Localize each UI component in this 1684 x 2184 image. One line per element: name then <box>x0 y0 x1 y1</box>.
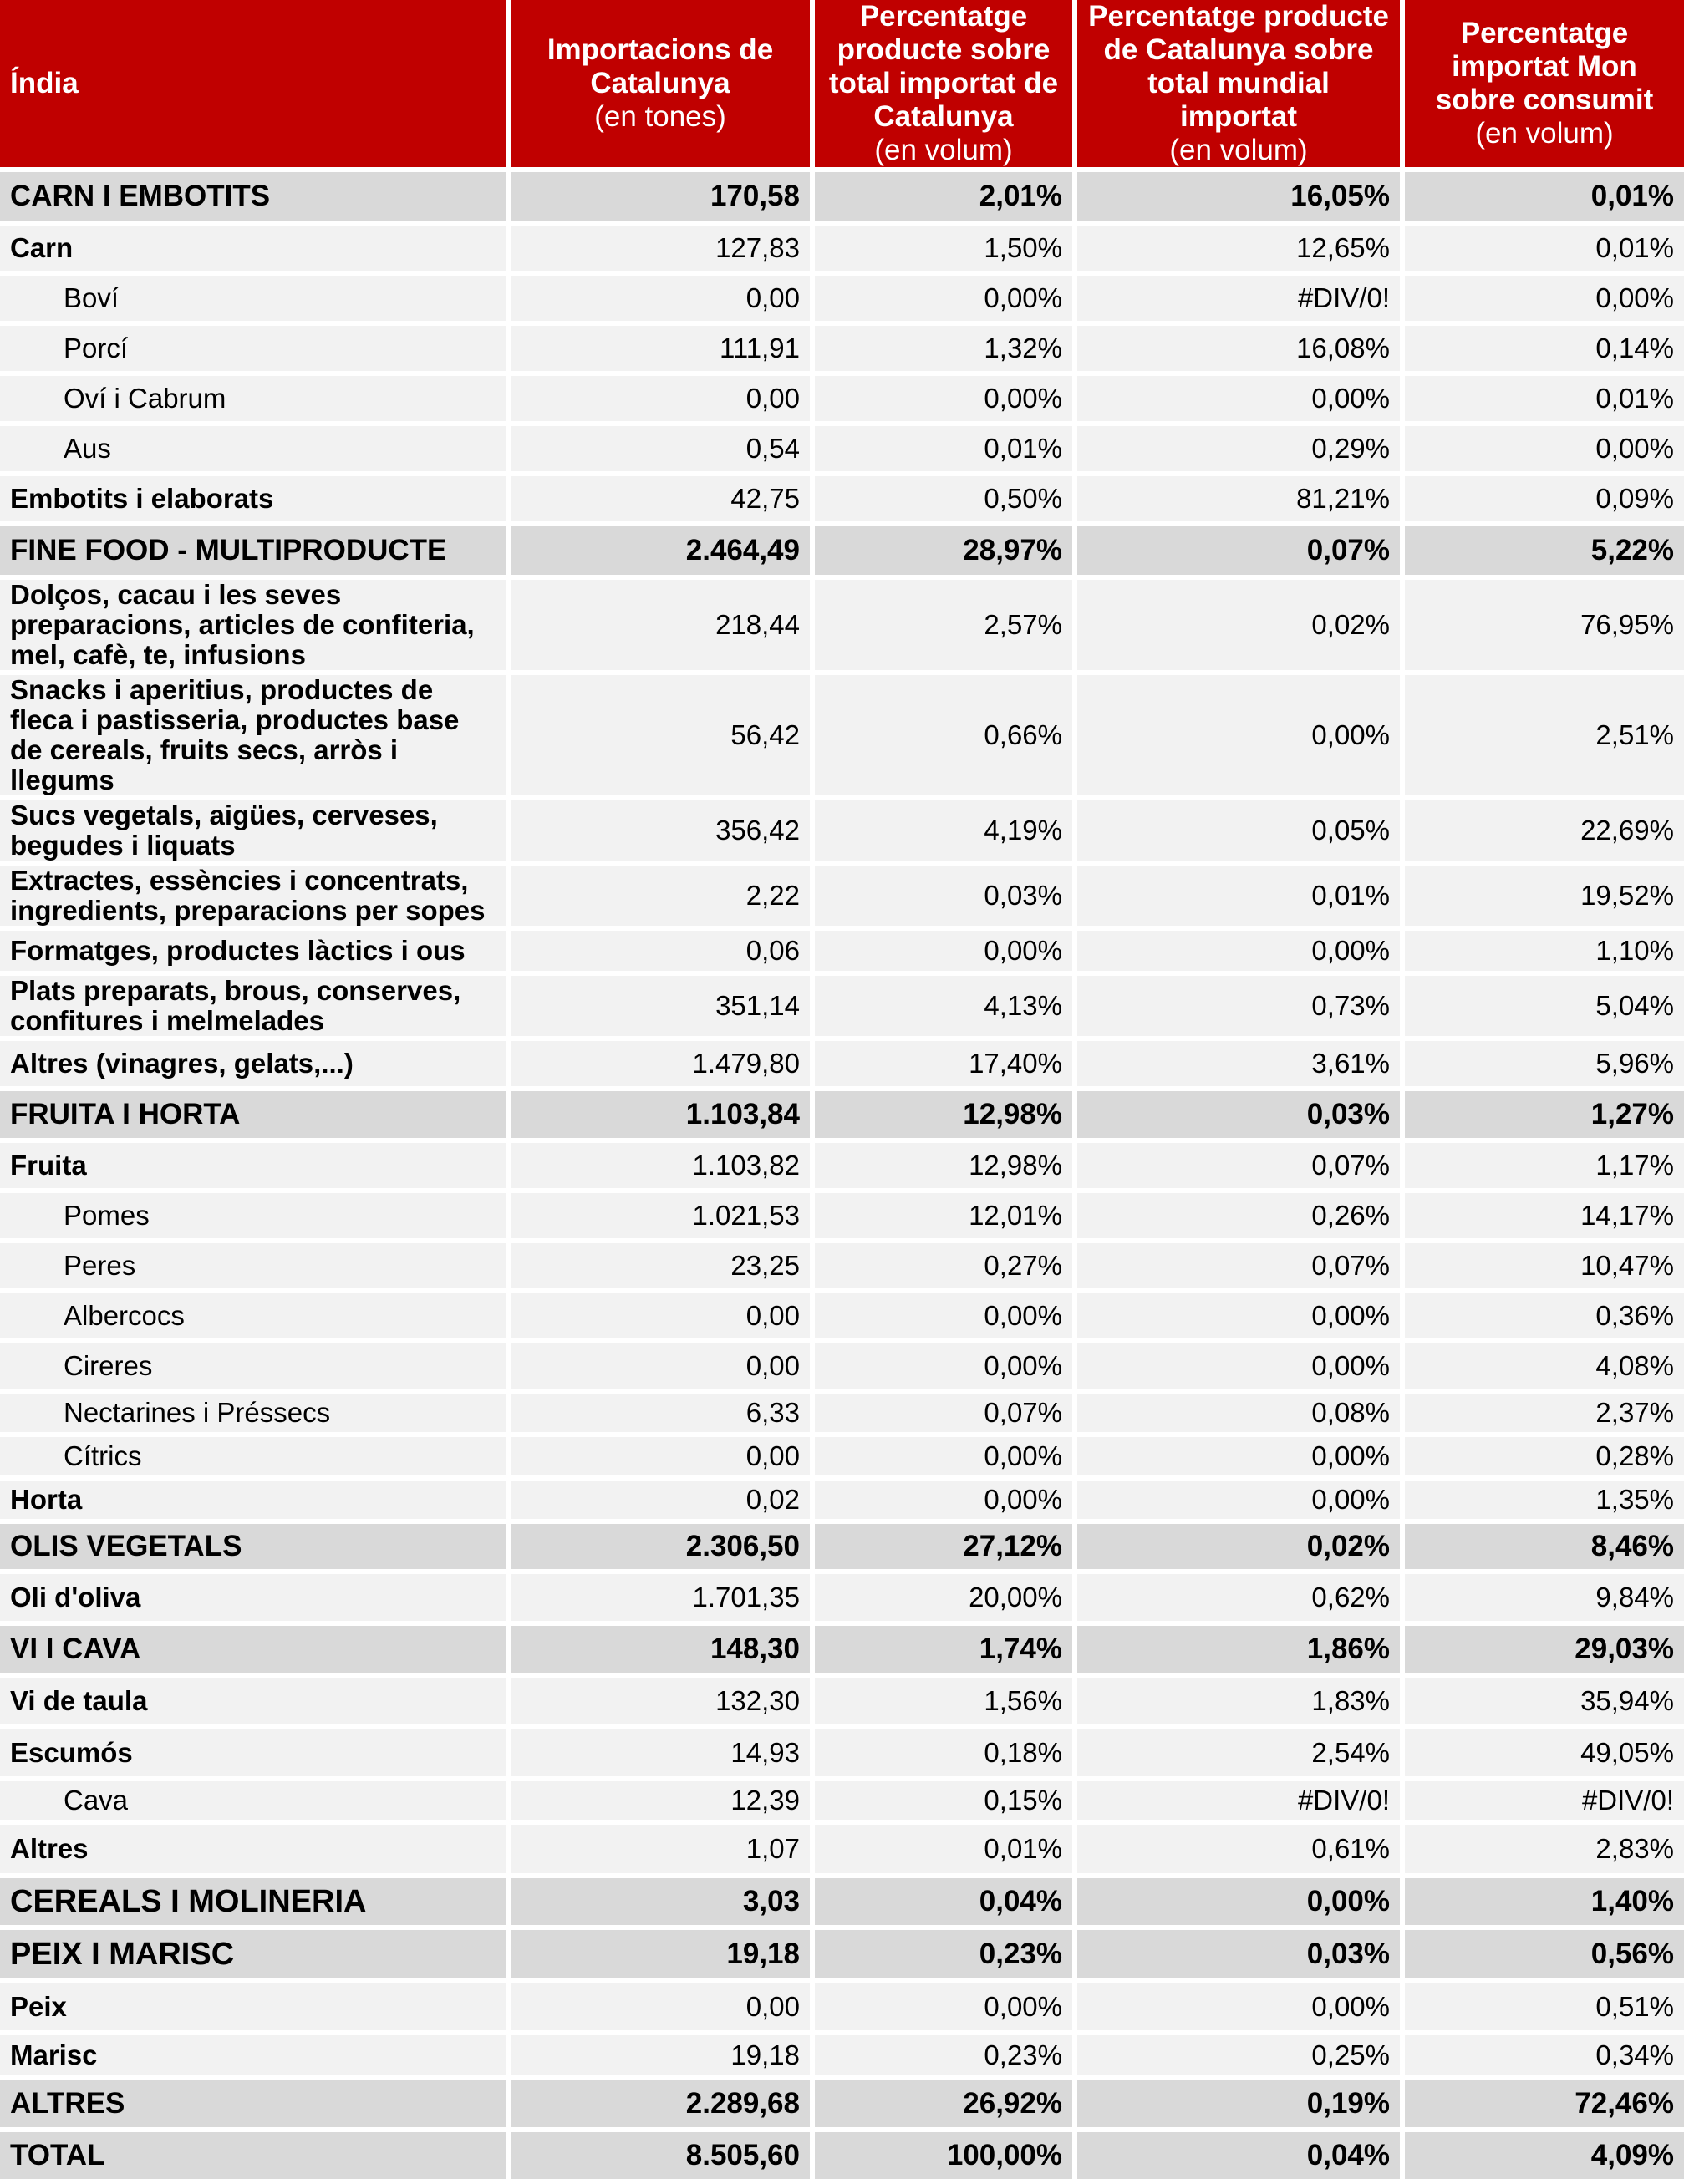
row-pct-world: 0,29% <box>1077 426 1400 471</box>
row-imports: 1.103,84 <box>511 1091 810 1138</box>
row-pct-world: 16,08% <box>1077 326 1400 371</box>
row-imports: 0,06 <box>511 931 810 971</box>
table-row <box>0 1481 1684 1519</box>
row-name: Extractes, essències i concentrats, ingredients, preparacions per sopes <box>0 866 506 926</box>
row-pct-consumed: 49,05% <box>1405 1729 1684 1776</box>
row-name: Embotits i elaborats <box>0 476 506 521</box>
row-pct-consumed: 0,36% <box>1405 1293 1684 1338</box>
row-pct-total: 1,32% <box>815 326 1072 371</box>
row-pct-total: 0,15% <box>815 1781 1072 1820</box>
row-imports: 356,42 <box>511 800 810 861</box>
row-pct-consumed: 14,17% <box>1405 1193 1684 1238</box>
table-row <box>0 2080 1684 2127</box>
table-row <box>0 931 1684 971</box>
row-pct-world: 0,08% <box>1077 1394 1400 1432</box>
row-pct-consumed: 4,08% <box>1405 1343 1684 1389</box>
row-pct-consumed: 2,83% <box>1405 1825 1684 1873</box>
row-name: Cireres <box>0 1343 506 1389</box>
row-pct-total: 0,23% <box>815 2035 1072 2075</box>
table-row <box>0 1394 1684 1432</box>
table-row <box>0 1983 1684 2030</box>
row-imports: 23,25 <box>511 1243 810 1288</box>
row-name: Altres <box>0 1825 506 1873</box>
row-pct-total: 1,74% <box>815 1626 1072 1673</box>
row-pct-consumed: 5,96% <box>1405 1041 1684 1086</box>
row-pct-world: 2,54% <box>1077 1729 1400 1776</box>
row-pct-total: 4,13% <box>815 976 1072 1036</box>
row-pct-world: 0,61% <box>1077 1825 1400 1873</box>
table-row <box>0 1574 1684 1621</box>
table-row <box>0 1524 1684 1569</box>
row-pct-consumed: 8,46% <box>1405 1524 1684 1569</box>
row-pct-world: 0,01% <box>1077 866 1400 926</box>
row-imports: 1.701,35 <box>511 1574 810 1621</box>
row-pct-total: 0,18% <box>815 1729 1072 1776</box>
row-pct-world: 0,00% <box>1077 1293 1400 1338</box>
row-name: Fruita <box>0 1143 506 1188</box>
row-pct-world: 0,73% <box>1077 976 1400 1036</box>
row-name: FINE FOOD - MULTIPRODUCTE <box>0 526 506 575</box>
row-name: Altres (vinagres, gelats,...) <box>0 1041 506 1086</box>
row-pct-consumed: 2,37% <box>1405 1394 1684 1432</box>
row-pct-consumed: 72,46% <box>1405 2080 1684 2127</box>
row-imports: 1.021,53 <box>511 1193 810 1238</box>
row-pct-total: 0,00% <box>815 1293 1072 1338</box>
row-pct-total: 0,00% <box>815 1983 1072 2030</box>
row-name: Plats preparats, brous, conserves, confitures i melmelades <box>0 976 506 1036</box>
table-row <box>0 1930 1684 1978</box>
row-imports: 170,58 <box>511 172 810 221</box>
table-row <box>0 1091 1684 1138</box>
row-name: Snacks i aperitius, productes de fleca i pastisseria, productes base de cereals, fruits secs, arròs i llegums <box>0 675 506 795</box>
row-name: Formatges, productes làctics i ous <box>0 931 506 971</box>
row-imports: 19,18 <box>511 1930 810 1978</box>
table-row <box>0 172 1684 221</box>
row-pct-world: 1,86% <box>1077 1626 1400 1673</box>
row-pct-total: 1,56% <box>815 1678 1072 1724</box>
row-pct-total: 1,50% <box>815 226 1072 271</box>
row-pct-world: 0,00% <box>1077 376 1400 421</box>
table-row <box>0 1243 1684 1288</box>
row-imports: 2.464,49 <box>511 526 810 575</box>
row-pct-total: 0,00% <box>815 931 1072 971</box>
header-pct-total: Percentatge producte sobre total importat de Catalunya (en volum) <box>815 0 1072 167</box>
row-name: Oví i Cabrum <box>0 376 506 421</box>
row-name: Oli d'oliva <box>0 1574 506 1621</box>
table-row <box>0 1878 1684 1925</box>
row-imports: 12,39 <box>511 1781 810 1820</box>
row-pct-world: 0,02% <box>1077 1524 1400 1569</box>
table-row <box>0 1437 1684 1475</box>
row-pct-world: 1,83% <box>1077 1678 1400 1724</box>
row-pct-total: 17,40% <box>815 1041 1072 1086</box>
header-country: Índia <box>0 0 506 167</box>
row-imports: 1,07 <box>511 1825 810 1873</box>
row-pct-consumed: 0,00% <box>1405 276 1684 321</box>
row-pct-consumed: 10,47% <box>1405 1243 1684 1288</box>
row-imports: 2.289,68 <box>511 2080 810 2127</box>
row-name: Escumós <box>0 1729 506 1776</box>
row-name: Boví <box>0 276 506 321</box>
row-pct-consumed: 0,28% <box>1405 1437 1684 1475</box>
row-pct-consumed: 5,22% <box>1405 526 1684 575</box>
row-pct-total: 0,00% <box>815 1481 1072 1519</box>
row-name: Dolços, cacau i les seves preparacions, articles de confiteria, mel, cafè, te, infusions <box>0 580 506 670</box>
row-name: Peres <box>0 1243 506 1288</box>
row-name: Horta <box>0 1481 506 1519</box>
row-name: ALTRES <box>0 2080 506 2127</box>
table-row <box>0 1825 1684 1873</box>
table-row <box>0 1143 1684 1188</box>
row-imports: 351,14 <box>511 976 810 1036</box>
row-name: Nectarines i Préssecs <box>0 1394 506 1432</box>
row-pct-total: 0,27% <box>815 1243 1072 1288</box>
row-imports: 6,33 <box>511 1394 810 1432</box>
row-pct-total: 0,50% <box>815 476 1072 521</box>
row-pct-total: 26,92% <box>815 2080 1072 2127</box>
row-pct-consumed: 76,95% <box>1405 580 1684 670</box>
row-imports: 132,30 <box>511 1678 810 1724</box>
table-row <box>0 2132 1684 2179</box>
row-pct-world: 0,00% <box>1077 1343 1400 1389</box>
row-pct-world: 81,21% <box>1077 476 1400 521</box>
row-imports: 56,42 <box>511 675 810 795</box>
row-imports: 111,91 <box>511 326 810 371</box>
row-pct-consumed: 1,35% <box>1405 1481 1684 1519</box>
row-pct-total: 12,98% <box>815 1091 1072 1138</box>
header-pct-world: Percentatge producte de Catalunya sobre total mundial importat (en volum) <box>1077 0 1400 167</box>
row-imports: 42,75 <box>511 476 810 521</box>
table-row <box>0 2035 1684 2075</box>
row-imports: 0,00 <box>511 276 810 321</box>
row-pct-world: 0,00% <box>1077 1878 1400 1925</box>
row-pct-consumed: #DIV/0! <box>1405 1781 1684 1820</box>
row-pct-consumed: 19,52% <box>1405 866 1684 926</box>
row-pct-total: 0,00% <box>815 376 1072 421</box>
row-pct-world: 0,02% <box>1077 580 1400 670</box>
row-imports: 0,02 <box>511 1481 810 1519</box>
row-pct-total: 0,00% <box>815 1343 1072 1389</box>
table-row <box>0 675 1684 795</box>
row-name: CEREALS I MOLINERIA <box>0 1878 506 1925</box>
header-row <box>0 0 1684 167</box>
row-imports: 0,00 <box>511 1293 810 1338</box>
row-name: Porcí <box>0 326 506 371</box>
row-pct-world: 0,05% <box>1077 800 1400 861</box>
row-name: PEIX I MARISC <box>0 1930 506 1978</box>
table-row <box>0 580 1684 670</box>
row-pct-world: 0,03% <box>1077 1091 1400 1138</box>
row-pct-consumed: 0,09% <box>1405 476 1684 521</box>
row-pct-world: 0,00% <box>1077 1481 1400 1519</box>
table-row <box>0 1729 1684 1776</box>
row-name: TOTAL <box>0 2132 506 2179</box>
row-pct-total: 0,01% <box>815 1825 1072 1873</box>
row-imports: 14,93 <box>511 1729 810 1776</box>
row-pct-total: 0,00% <box>815 276 1072 321</box>
row-name: Sucs vegetals, aigües, cerveses, begudes i liquats <box>0 800 506 861</box>
row-name: Marisc <box>0 2035 506 2075</box>
row-pct-total: 20,00% <box>815 1574 1072 1621</box>
row-imports: 0,54 <box>511 426 810 471</box>
row-imports: 1.479,80 <box>511 1041 810 1086</box>
row-pct-world: 0,25% <box>1077 2035 1400 2075</box>
table-row <box>0 526 1684 575</box>
row-pct-consumed: 35,94% <box>1405 1678 1684 1724</box>
table-row <box>0 476 1684 521</box>
row-pct-total: 12,98% <box>815 1143 1072 1188</box>
row-pct-world: #DIV/0! <box>1077 1781 1400 1820</box>
table-row <box>0 326 1684 371</box>
table-row <box>0 1293 1684 1338</box>
row-pct-total: 2,01% <box>815 172 1072 221</box>
row-pct-world: 0,62% <box>1077 1574 1400 1621</box>
row-name: CARN I EMBOTITS <box>0 172 506 221</box>
row-imports: 3,03 <box>511 1878 810 1925</box>
table-row <box>0 1193 1684 1238</box>
row-imports: 2.306,50 <box>511 1524 810 1569</box>
table-row <box>0 800 1684 861</box>
row-imports: 0,00 <box>511 1983 810 2030</box>
row-pct-consumed: 5,04% <box>1405 976 1684 1036</box>
row-name: VI I CAVA <box>0 1626 506 1673</box>
row-pct-consumed: 2,51% <box>1405 675 1684 795</box>
row-pct-consumed: 0,01% <box>1405 172 1684 221</box>
row-name: Aus <box>0 426 506 471</box>
table-row <box>0 976 1684 1036</box>
table-row <box>0 1678 1684 1724</box>
row-imports: 1.103,82 <box>511 1143 810 1188</box>
row-pct-total: 4,19% <box>815 800 1072 861</box>
row-pct-total: 0,01% <box>815 426 1072 471</box>
row-pct-world: 0,07% <box>1077 1243 1400 1288</box>
row-pct-world: 12,65% <box>1077 226 1400 271</box>
row-pct-consumed: 1,10% <box>1405 931 1684 971</box>
row-pct-consumed: 0,51% <box>1405 1983 1684 2030</box>
table-row <box>0 1626 1684 1673</box>
row-pct-world: 0,03% <box>1077 1930 1400 1978</box>
row-name: Carn <box>0 226 506 271</box>
row-pct-total: 27,12% <box>815 1524 1072 1569</box>
row-imports: 148,30 <box>511 1626 810 1673</box>
header-pct-consumed: Percentatge importat Mon sobre consumit (en volum) <box>1405 0 1684 167</box>
row-pct-consumed: 22,69% <box>1405 800 1684 861</box>
table-row <box>0 226 1684 271</box>
row-name: Albercocs <box>0 1293 506 1338</box>
row-pct-total: 0,07% <box>815 1394 1072 1432</box>
row-pct-consumed: 9,84% <box>1405 1574 1684 1621</box>
row-imports: 0,00 <box>511 376 810 421</box>
table-row <box>0 1041 1684 1086</box>
row-imports: 2,22 <box>511 866 810 926</box>
row-pct-total: 0,23% <box>815 1930 1072 1978</box>
row-name: Pomes <box>0 1193 506 1238</box>
table-row <box>0 1343 1684 1389</box>
row-pct-world: 0,07% <box>1077 1143 1400 1188</box>
row-imports: 8.505,60 <box>511 2132 810 2179</box>
table-row <box>0 426 1684 471</box>
row-imports: 0,00 <box>511 1437 810 1475</box>
table-row <box>0 1781 1684 1820</box>
row-pct-total: 12,01% <box>815 1193 1072 1238</box>
row-name: Cava <box>0 1781 506 1820</box>
table-row <box>0 866 1684 926</box>
row-name: Vi de taula <box>0 1678 506 1724</box>
row-imports: 127,83 <box>511 226 810 271</box>
row-pct-world: 0,07% <box>1077 526 1400 575</box>
row-pct-world: 0,00% <box>1077 931 1400 971</box>
table-row <box>0 376 1684 421</box>
row-pct-total: 0,00% <box>815 1437 1072 1475</box>
row-pct-world: 3,61% <box>1077 1041 1400 1086</box>
row-pct-consumed: 0,56% <box>1405 1930 1684 1978</box>
row-pct-total: 100,00% <box>815 2132 1072 2179</box>
row-pct-consumed: 0,01% <box>1405 376 1684 421</box>
row-name: FRUITA I HORTA <box>0 1091 506 1138</box>
row-pct-world: 0,00% <box>1077 675 1400 795</box>
row-imports: 218,44 <box>511 580 810 670</box>
header-imports: Importacions de Catalunya (en tones) <box>511 0 810 167</box>
row-pct-consumed: 1,27% <box>1405 1091 1684 1138</box>
table-row <box>0 276 1684 321</box>
row-imports: 19,18 <box>511 2035 810 2075</box>
row-imports: 0,00 <box>511 1343 810 1389</box>
row-pct-total: 2,57% <box>815 580 1072 670</box>
row-pct-world: 0,04% <box>1077 2132 1400 2179</box>
row-pct-world: 0,26% <box>1077 1193 1400 1238</box>
row-pct-consumed: 0,01% <box>1405 226 1684 271</box>
row-pct-world: 16,05% <box>1077 172 1400 221</box>
row-pct-consumed: 1,40% <box>1405 1878 1684 1925</box>
row-name: OLIS VEGETALS <box>0 1524 506 1569</box>
row-pct-consumed: 0,00% <box>1405 426 1684 471</box>
row-pct-consumed: 1,17% <box>1405 1143 1684 1188</box>
row-pct-world: 0,19% <box>1077 2080 1400 2127</box>
row-pct-total: 0,66% <box>815 675 1072 795</box>
row-pct-world: 0,00% <box>1077 1437 1400 1475</box>
row-pct-world: 0,00% <box>1077 1983 1400 2030</box>
row-pct-total: 0,03% <box>815 866 1072 926</box>
row-pct-total: 0,04% <box>815 1878 1072 1925</box>
row-pct-consumed: 29,03% <box>1405 1626 1684 1673</box>
row-pct-consumed: 4,09% <box>1405 2132 1684 2179</box>
row-name: Peix <box>0 1983 506 2030</box>
row-pct-consumed: 0,14% <box>1405 326 1684 371</box>
row-pct-world: #DIV/0! <box>1077 276 1400 321</box>
row-pct-consumed: 0,34% <box>1405 2035 1684 2075</box>
row-name: Cítrics <box>0 1437 506 1475</box>
row-pct-total: 28,97% <box>815 526 1072 575</box>
